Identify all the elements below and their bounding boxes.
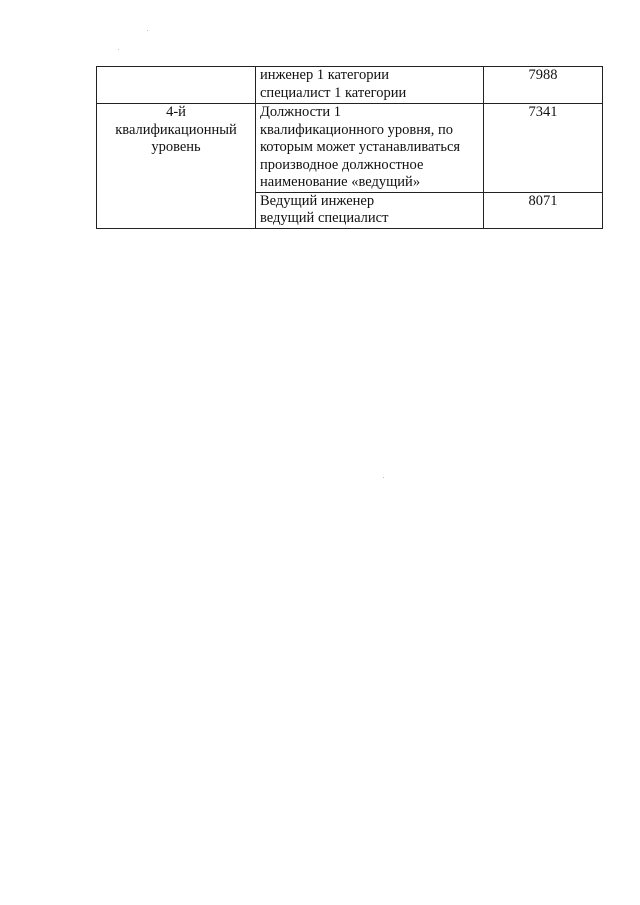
salary-value: 7341: [484, 104, 603, 193]
position-cell: [256, 67, 484, 104]
salary-value: 8071: [484, 192, 603, 228]
position-cell: [256, 104, 484, 193]
qualification-level-line: уровень: [151, 139, 201, 155]
table-row: [97, 104, 603, 193]
qualification-level-cell: [97, 104, 256, 229]
qualification-level-cell: [97, 67, 256, 104]
position-line: инженер 1 категории: [260, 67, 389, 83]
position-line: квалификационного уровня, по: [260, 121, 453, 138]
position-line: ведущий специалист: [260, 210, 389, 226]
scan-speck-top: [147, 30, 148, 31]
scan-speck-left: [118, 49, 119, 50]
position-line: производное должностное: [260, 156, 424, 173]
position-line: Должности 1: [260, 104, 341, 120]
position-line: наименование «ведущий»: [260, 174, 421, 190]
position-cell: [256, 192, 484, 228]
position-line: специалист 1 категории: [260, 84, 407, 101]
position-line: Ведущий инженер: [260, 192, 375, 209]
salary-value: 7988: [484, 67, 603, 104]
position-line: которым может устанавливаться: [260, 139, 461, 155]
qualification-level-line: 4-й: [166, 104, 186, 120]
scan-speck-middle: [383, 477, 384, 478]
salary-table: [96, 66, 603, 229]
table-row: [97, 67, 603, 104]
qualification-level-line: квалификационный: [115, 121, 237, 138]
